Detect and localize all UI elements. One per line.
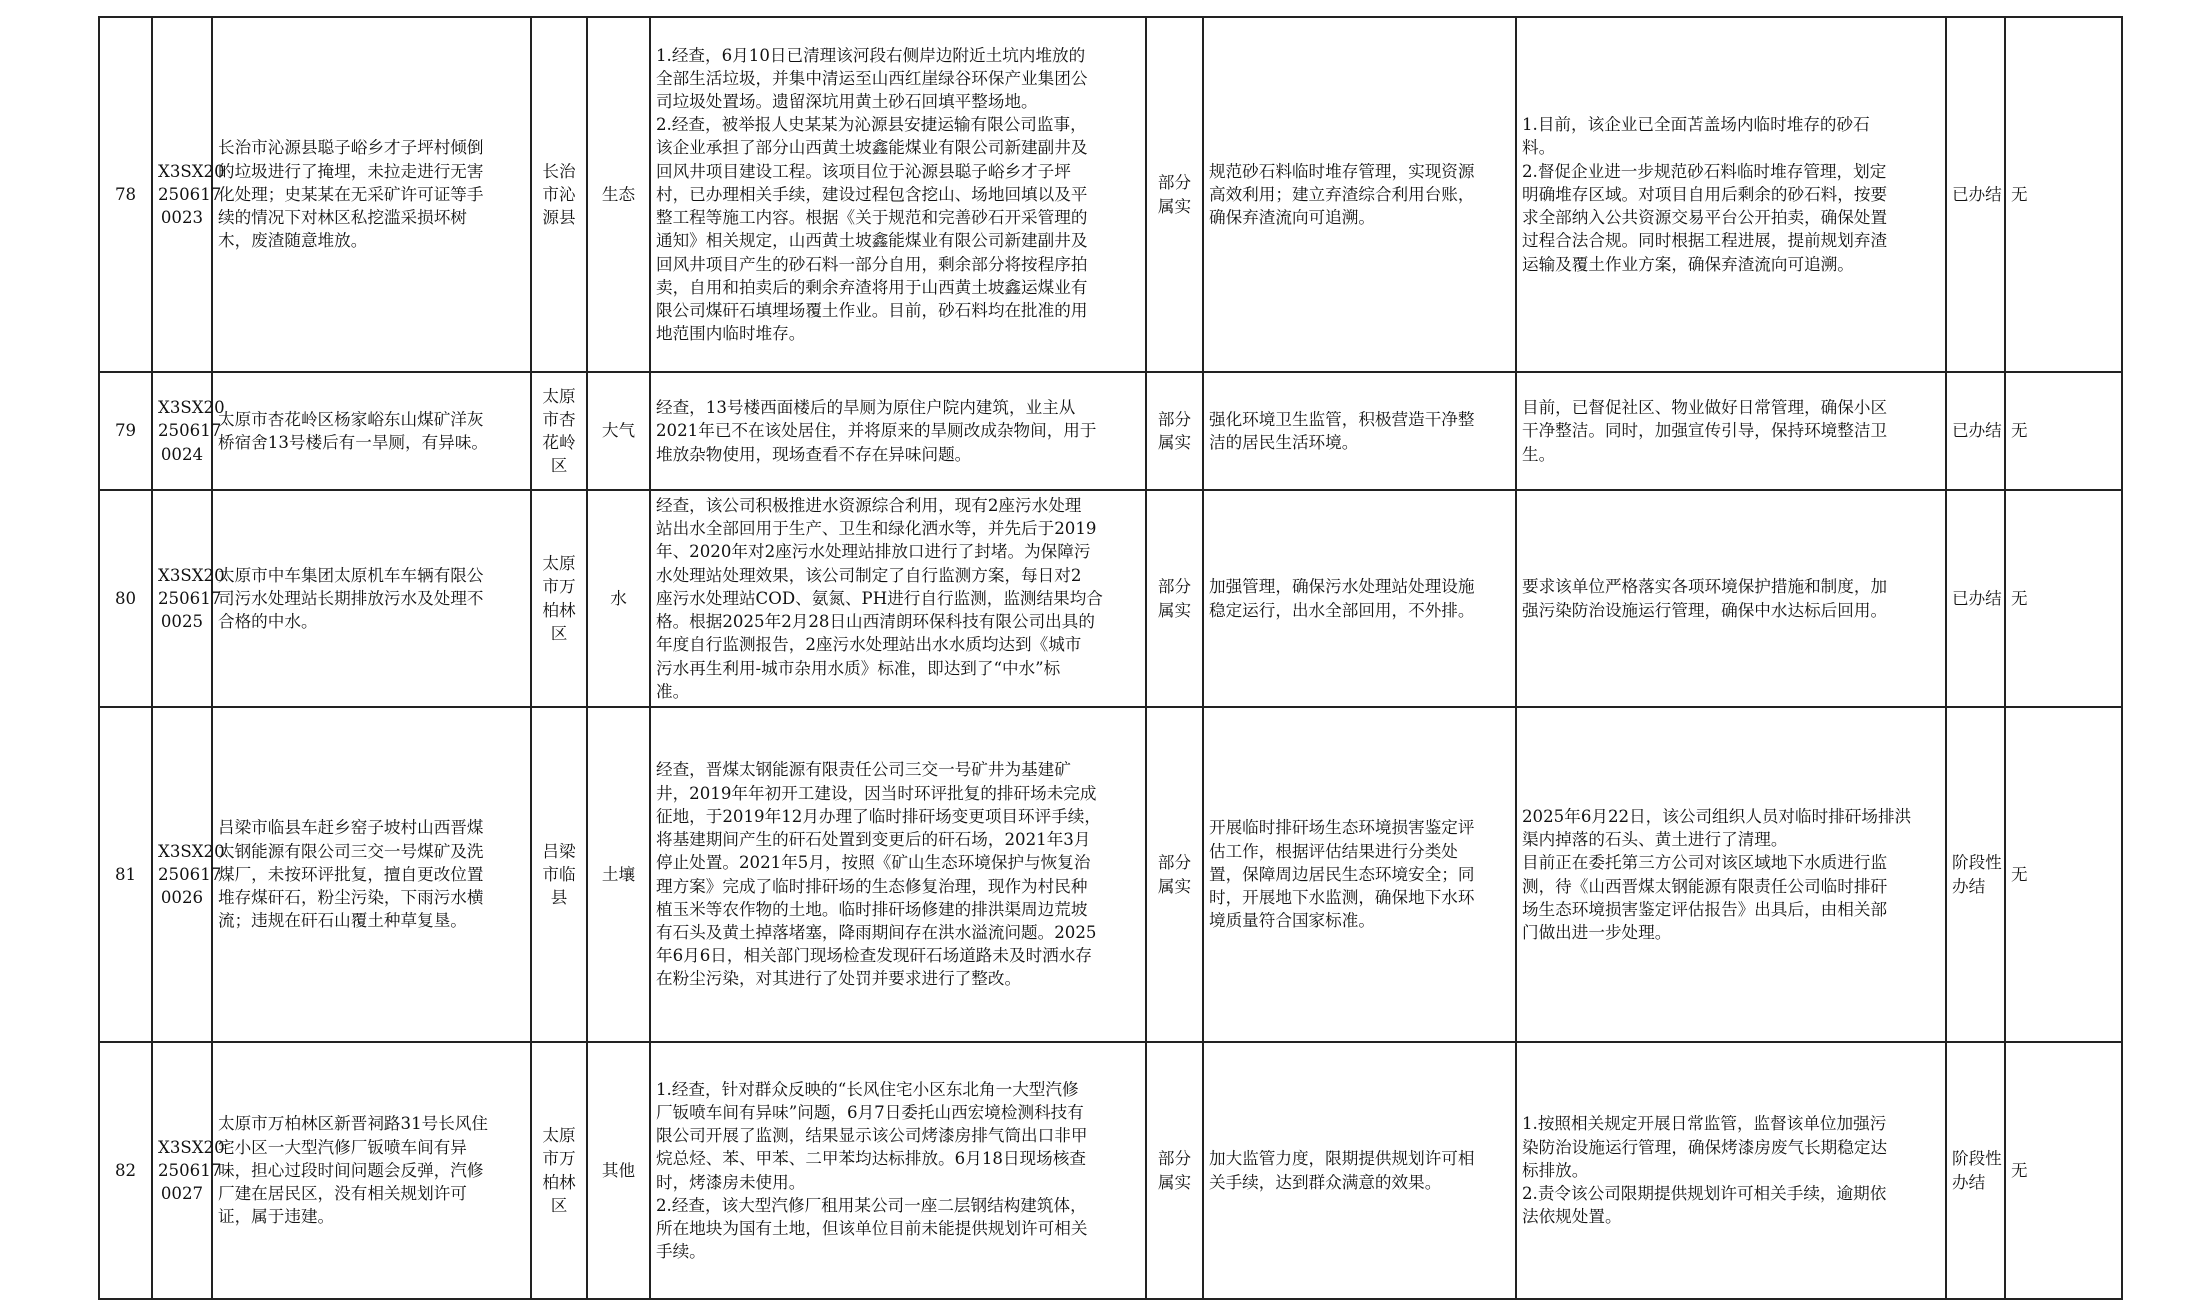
row-number-cell: 79: [99, 372, 152, 490]
rectification-result-cell: [1516, 490, 1946, 707]
investigation-process-line: 站出水全部回用于生产、卫生和绿化洒水等，并先后于2019: [656, 519, 1097, 539]
investigation-process-line: 1.经查，6月10日已清理该河段右侧岸边附近土坑内堆放的: [656, 45, 1086, 65]
complaint-description-line: 的垃圾进行了掩埋，未拉走进行无害: [218, 161, 484, 181]
investigation-process-line: 回风井项目产生的砂石料一部分自用，剩余部分将按程序拍: [656, 254, 1088, 274]
case-code-line: 250617: [158, 1160, 222, 1180]
rectification-result-cell: [1516, 707, 1946, 1042]
rectification-result-cell: [1516, 372, 1946, 490]
case-status-line: 已办结: [1952, 421, 2002, 441]
case-code-line: X3SX20: [158, 161, 225, 181]
case-code-line: X3SX20: [158, 398, 225, 418]
rectification-result-line: 1.按照相关规定开展日常监管，监督该单位加强污: [1522, 1114, 1887, 1134]
case-code-cell: [152, 372, 225, 490]
investigation-process-cell: [650, 490, 1146, 707]
investigation-process-line: 该企业承担了部分山西黄土坡鑫能煤业有限公司新建副井及: [656, 138, 1088, 158]
handling-measures-line: 确保弃渣流向可追溯。: [1209, 208, 1375, 228]
pollution-type-cell: 其他: [587, 1042, 650, 1299]
handling-measures-line: 稳定运行，出水全部回用，不外排。: [1209, 600, 1475, 620]
case-status-cell: [1946, 17, 2005, 372]
complaint-description-cell: [212, 17, 531, 372]
rectification-result-line: 渠内掉落的石头、黄土进行了清理。: [1522, 830, 1788, 850]
rectification-result-line: 过程合法合规。同时根据工程进展，提前规划弃渣: [1522, 231, 1888, 251]
investigation-process-cell: [650, 1042, 1146, 1299]
rectification-result-line: 生。: [1522, 444, 1556, 464]
verification-result-line: 属实: [1157, 196, 1192, 216]
verification-result-line: 属实: [1157, 433, 1192, 452]
row-number-cell: 78: [99, 17, 152, 372]
pollution-type-cell: 大气: [587, 372, 650, 490]
complaint-description-line: 太钢能源有限公司三交一号煤矿及洗: [218, 841, 484, 861]
case-status-cell: [1946, 1042, 2005, 1299]
administrative-area-cell: [531, 1042, 587, 1299]
investigation-process-line: 格。根据2025年2月28日山西清朗环保科技有限公司出具的: [656, 612, 1095, 632]
case-status-cell: [1946, 707, 2005, 1042]
pollution-type-cell: 土壤: [587, 707, 650, 1042]
complaint-description-line: 桥宿舍13号楼后有一旱厕，有异味。: [218, 433, 489, 452]
case-code-line: 0024: [160, 444, 204, 464]
investigation-process-line: 烷总烃、苯、甲苯、二甲苯均达标排放。6月18日现场核查: [656, 1149, 1086, 1169]
rectification-result-line: 强污染防治设施运行管理，确保中水达标后回用。: [1522, 600, 1888, 620]
administrative-area-cell: [531, 17, 587, 372]
rectification-result-line: 1.目前，该企业已全面苫盖场内临时堆存的砂石: [1522, 115, 1870, 135]
complaint-description-line: 司污水处理站长期排放污水及处理不: [218, 588, 484, 608]
rectification-result-line: 测，待《山西晋煤太钢能源有限责任公司临时排矸: [1522, 876, 1888, 896]
case-code-cell: [152, 707, 225, 1042]
table-body: [99, 17, 2122, 1299]
verification-result-line: 部分: [1157, 853, 1192, 873]
administrative-area-line: 市杏: [542, 409, 576, 429]
investigation-process-line: 经查，13号楼西面楼后的旱厕为原住户院内建筑，业主从: [656, 398, 1076, 418]
rectification-result-line: 目前正在委托第三方公司对该区域地下水质进行监: [1522, 853, 1888, 873]
investigation-process-line: 地范围内临时堆存。: [656, 324, 806, 344]
case-status-cell: [1946, 490, 2005, 707]
complaint-description-line: 太原市万柏林区新晋祠路31号长风住: [218, 1114, 489, 1134]
rectification-result-line: 要求该单位严格落实各项环境保护措施和制度，加: [1522, 577, 1888, 597]
investigation-process-line: 井，2019年年初开工建设，因当时环评批复的排矸场未完成: [656, 783, 1097, 803]
complaint-description-line: 续的情况下对林区私挖滥采损坏树: [218, 208, 467, 228]
row-number-cell: 81: [99, 707, 152, 1042]
investigation-process-line: 经查，该公司积极推进水资源综合利用，现有2座污水处理: [656, 496, 1082, 516]
investigation-process-line: 有石头及黄土掉落堵塞，降雨期间存在洪水溢流问题。2025: [656, 922, 1097, 942]
rectification-result-line: 2.责令该公司限期提供规划许可相关手续，逾期依: [1522, 1184, 1887, 1204]
investigation-process-line: 经查，晋煤太钢能源有限责任公司三交一号矿井为基建矿: [656, 760, 1071, 780]
case-code-cell: [152, 17, 225, 372]
verification-result-line: 属实: [1157, 600, 1192, 620]
investigation-process-line: 年6月6日，相关部门现场检查发现矸石场道路未及时洒水存: [656, 946, 1092, 966]
investigation-process-line: 将基建期间产生的矸石处置到变更后的矸石场，2021年3月: [656, 830, 1091, 850]
administrative-area-line: 市万: [542, 577, 576, 597]
investigation-process-line: 座污水处理站COD、氨氮、PH进行自行监测，监测结果均合: [656, 588, 1103, 608]
accountability-remark-cell: 无: [2005, 490, 2122, 707]
investigation-process-line: 整工程等施工内容。根据《关于规范和完善砂石开采管理的: [656, 208, 1088, 228]
complaint-description-line: 厂建在居民区，没有相关规划许可: [218, 1184, 467, 1204]
accountability-remark-cell: 无: [2005, 17, 2122, 372]
rectification-result-line: 目前，已督促社区、物业做好日常管理，确保小区: [1522, 398, 1888, 418]
case-status-line: 办结: [1952, 876, 1986, 896]
case-status-line: 已办结: [1952, 588, 2002, 608]
administrative-area-line: 源县: [542, 208, 576, 228]
investigation-process-line: 2.经查，该大型汽修厂租用某公司一座二层钢结构建筑体，: [656, 1195, 1087, 1215]
case-code-line: 250617: [158, 864, 222, 884]
administrative-area-line: 区: [550, 456, 568, 476]
case-status-line: 阶段性: [1952, 853, 2002, 873]
case-code-line: 250617: [158, 588, 222, 608]
administrative-area-line: 市万: [542, 1149, 576, 1169]
complaint-description-line: 流；违规在矸石山覆土种草复垦。: [218, 911, 467, 931]
rectification-result-line: 运输及覆土作业方案，确保弃渣流向可追溯。: [1522, 254, 1854, 274]
investigation-process-line: 水处理站处理效果，该公司制定了自行监测方案，每日对2: [656, 565, 1082, 585]
verification-result-line: 属实: [1157, 876, 1192, 896]
case-status-cell: [1946, 372, 2005, 490]
investigation-process-cell: [650, 372, 1146, 490]
complaint-description-line: 木，废渣随意堆放。: [218, 231, 368, 251]
investigation-process-line: 卖，自用和拍卖后的剩余弃渣将用于山西黄土坡鑫运煤业有: [656, 277, 1088, 297]
investigation-process-line: 准。: [656, 681, 690, 701]
rectification-result-line: 料。: [1522, 138, 1556, 158]
row-number-cell: 80: [99, 490, 152, 707]
verification-result-line: 部分: [1157, 409, 1192, 429]
rectification-result-line: 求全部纳入公共资源交易平台公开拍卖，确保处置: [1522, 208, 1888, 228]
case-code-line: 250617: [158, 184, 222, 204]
pollution-type-cell: 生态: [587, 17, 650, 372]
verification-result-line: 属实: [1157, 1172, 1192, 1192]
accountability-remark-cell: 无: [2005, 707, 2122, 1042]
case-code-line: 0023: [160, 208, 204, 228]
complaint-description-line: 堆存煤矸石，粉尘污染，下雨污水横: [218, 888, 484, 908]
case-status-line: 办结: [1952, 1172, 1986, 1192]
table-row: [99, 1042, 2122, 1299]
administrative-area-line: 柏林: [542, 600, 576, 620]
investigation-process-line: 手续。: [656, 1242, 706, 1262]
case-code-cell: [152, 1042, 225, 1299]
handling-measures-line: 时，开展地下水监测，确保地下水环: [1209, 888, 1475, 908]
table-row: [99, 707, 2122, 1042]
investigation-process-line: 植玉米等农作物的土地。临时排矸场修建的排洪渠周边荒坡: [656, 899, 1088, 919]
investigation-process-line: 限公司煤矸石填埋场覆土作业。目前，砂石料均在批准的用: [656, 300, 1088, 320]
accountability-remark-cell: 无: [2005, 1042, 2122, 1299]
verification-result-cell: [1146, 707, 1203, 1042]
rectification-result-line: 明确堆存区域。对项目自用后剩余的砂石料，按要: [1522, 184, 1888, 204]
handling-measures-line: 开展临时排矸场生态环境损害鉴定评: [1209, 818, 1475, 838]
row-number-cell: 82: [99, 1042, 152, 1299]
complaint-description-line: 长治市沁源县聪子峪乡才子坪村倾倒: [218, 138, 484, 158]
administrative-area-line: 太原: [542, 1126, 576, 1146]
complaint-description-line: 吕梁市临县车赶乡窑子坡村山西晋煤: [218, 818, 484, 838]
verification-result-cell: [1146, 372, 1203, 490]
administrative-area-line: 区: [550, 623, 568, 643]
administrative-area-cell: [531, 490, 587, 707]
rectification-result-line: 场生态环境损害鉴定评估报告》出具后，由相关部: [1522, 899, 1888, 919]
table-row: [99, 490, 2122, 707]
investigation-process-line: 征地，于2019年12月办理了临时排矸场变更项目环评手续，: [656, 806, 1101, 826]
verification-result-line: 部分: [1157, 173, 1192, 193]
complaint-description-line: 合格的中水。: [218, 612, 318, 632]
handling-measures-cell: [1203, 372, 1516, 490]
handling-measures-cell: [1203, 17, 1516, 372]
investigation-process-line: 限公司开展了监测，结果显示该公司烤漆房排气筒出口非甲: [656, 1126, 1088, 1146]
investigation-process-line: 2021年已不在该处居住，并将原来的旱厕改成杂物间，用于: [656, 421, 1097, 441]
administrative-area-cell: [531, 372, 587, 490]
administrative-area-line: 区: [550, 1195, 568, 1215]
rectification-result-line: 2.督促企业进一步规范砂石料临时堆存管理，划定: [1522, 161, 1887, 181]
investigation-process-line: 停止处置。2021年5月，按照《矿山生态环境保护与恢复治: [656, 853, 1091, 873]
investigation-process-line: 通知》相关规定，山西黄土坡鑫能煤业有限公司新建副井及: [656, 231, 1088, 251]
rectification-result-line: 法依规处置。: [1522, 1207, 1622, 1227]
case-code-line: 250617: [158, 421, 222, 441]
complaint-description-line: 太原市中车集团太原机车车辆有限公: [218, 565, 484, 585]
complaint-description-cell: [212, 707, 531, 1042]
verification-result-line: 部分: [1157, 1149, 1192, 1169]
administrative-area-line: 长治: [542, 161, 576, 181]
administrative-area-line: 市沁: [542, 184, 576, 204]
investigation-process-line: 污水再生利用-城市杂用水质》标准，即达到了“中水”标: [656, 658, 1061, 678]
complaint-description-line: 太原市杏花岭区杨家峪东山煤矿洋灰: [218, 409, 484, 429]
complaint-description-line: 宅小区一大型汽修厂钣喷车间有异: [218, 1137, 467, 1157]
handling-measures-line: 强化环境卫生监管，积极营造干净整: [1209, 409, 1475, 429]
administrative-area-line: 吕梁: [542, 841, 576, 861]
rectification-result-line: 染防治设施运行管理，确保烤漆房废气长期稳定达: [1522, 1137, 1888, 1157]
verification-result-cell: [1146, 490, 1203, 707]
investigation-process-line: 司垃圾处置场。遗留深坑用黄土砂石回填平整场地。: [656, 92, 1038, 112]
case-code-cell: [152, 490, 225, 707]
investigation-process-line: 厂钣喷车间有异味”问题，6月7日委托山西宏境检测科技有: [656, 1102, 1084, 1122]
investigation-process-line: 堆放杂物使用，现场查看不存在异味问题。: [656, 444, 972, 464]
handling-measures-line: 加强管理，确保污水处理站处理设施: [1209, 577, 1475, 597]
investigation-process-line: 年度自行监测报告，2座污水处理站出水水质均达到《城市: [656, 635, 1082, 655]
rectification-result-line: 门做出进一步处理。: [1522, 922, 1672, 942]
administrative-area-line: 县: [550, 888, 568, 908]
rectification-result-cell: [1516, 17, 1946, 372]
complaint-description-cell: [212, 490, 531, 707]
administrative-area-line: 太原: [542, 554, 576, 574]
handling-measures-line: 洁的居民生活环境。: [1209, 433, 1359, 452]
complaint-table: [98, 16, 2123, 1300]
handling-measures-line: 规范砂石料临时堆存管理，实现资源: [1209, 161, 1475, 181]
investigation-process-line: 2.经查，被举报人史某某为沁源县安捷运输有限公司监事，: [656, 115, 1087, 135]
rectification-result-cell: [1516, 1042, 1946, 1299]
accountability-remark-cell: 无: [2005, 372, 2122, 490]
rectification-result-line: 标排放。: [1522, 1160, 1589, 1180]
administrative-area-line: 花岭: [542, 433, 576, 452]
table-row: [99, 17, 2122, 372]
investigation-process-line: 理方案》完成了临时排矸场的生态修复治理，现作为村民种: [656, 876, 1088, 896]
rectification-result-line: 干净整洁。同时，加强宣传引导，保持环境整洁卫: [1522, 421, 1888, 441]
case-code-line: X3SX20: [158, 841, 225, 861]
verification-result-line: 部分: [1157, 577, 1192, 597]
handling-measures-line: 关手续，达到群众满意的效果。: [1209, 1172, 1442, 1192]
complaint-description-cell: [212, 372, 531, 490]
case-status-line: 阶段性: [1952, 1149, 2002, 1169]
administrative-area-line: 太原: [542, 386, 576, 406]
complaint-description-cell: [212, 1042, 531, 1299]
investigation-process-cell: [650, 707, 1146, 1042]
administrative-area-line: 市临: [542, 864, 576, 884]
complaint-description-line: 煤厂，未按环评批复，擅自更改位置: [218, 864, 484, 884]
handling-measures-line: 加大监管力度，限期提供规划许可相: [1209, 1149, 1475, 1169]
investigation-process-line: 所在地块为国有土地，但该单位目前未能提供规划许可相关: [656, 1218, 1088, 1238]
administrative-area-line: 柏林: [542, 1172, 576, 1192]
investigation-process-line: 回风井项目建设工程。该项目位于沁源县聪子峪乡才子坪: [656, 161, 1071, 181]
handling-measures-cell: [1203, 490, 1516, 707]
investigation-process-line: 在粉尘污染，对其进行了处罚并要求进行了整改。: [656, 969, 1022, 989]
handling-measures-line: 置，保障周边居民生态环境安全；同: [1209, 864, 1475, 884]
complaint-description-line: 证，属于违建。: [218, 1207, 335, 1227]
handling-measures-line: 估工作，根据评估结果进行分类处: [1209, 841, 1458, 861]
case-code-line: 0027: [160, 1184, 204, 1204]
case-code-line: 0025: [160, 612, 204, 632]
complaint-description-line: 味，担心过段时间问题会反弹，汽修: [218, 1160, 484, 1180]
rectification-result-line: 2025年6月22日，该公司组织人员对临时排矸场排洪: [1522, 806, 1912, 826]
investigation-process-line: 全部生活垃圾，并集中清运至山西红崖绿谷环保产业集团公: [656, 68, 1088, 88]
case-code-line: 0026: [160, 888, 204, 908]
verification-result-cell: [1146, 1042, 1203, 1299]
investigation-process-cell: [650, 17, 1146, 372]
table-row: [99, 372, 2122, 490]
case-code-line: X3SX20: [158, 1137, 225, 1157]
administrative-area-cell: [531, 707, 587, 1042]
handling-measures-cell: [1203, 1042, 1516, 1299]
investigation-process-line: 村，已办理相关手续，建设过程包含挖山、场地回填以及平: [656, 184, 1088, 204]
handling-measures-cell: [1203, 707, 1516, 1042]
investigation-process-line: 1.经查，针对群众反映的“长风住宅小区东北角一大型汽修: [656, 1079, 1079, 1099]
complaint-description-line: 化处理；史某某在无采矿许可证等手: [218, 184, 484, 204]
case-status-line: 已办结: [1952, 184, 2002, 204]
investigation-process-line: 时，烤漆房未使用。: [656, 1172, 806, 1192]
investigation-process-line: 年、2020年对2座污水处理站排放口进行了封堵。为保障污: [656, 542, 1091, 562]
case-code-line: X3SX20: [158, 565, 225, 585]
pollution-type-cell: 水: [587, 490, 650, 707]
handling-measures-line: 高效利用；建立弃渣综合利用台账，: [1209, 184, 1475, 204]
handling-measures-line: 境质量符合国家标准。: [1209, 911, 1375, 931]
verification-result-cell: [1146, 17, 1203, 372]
